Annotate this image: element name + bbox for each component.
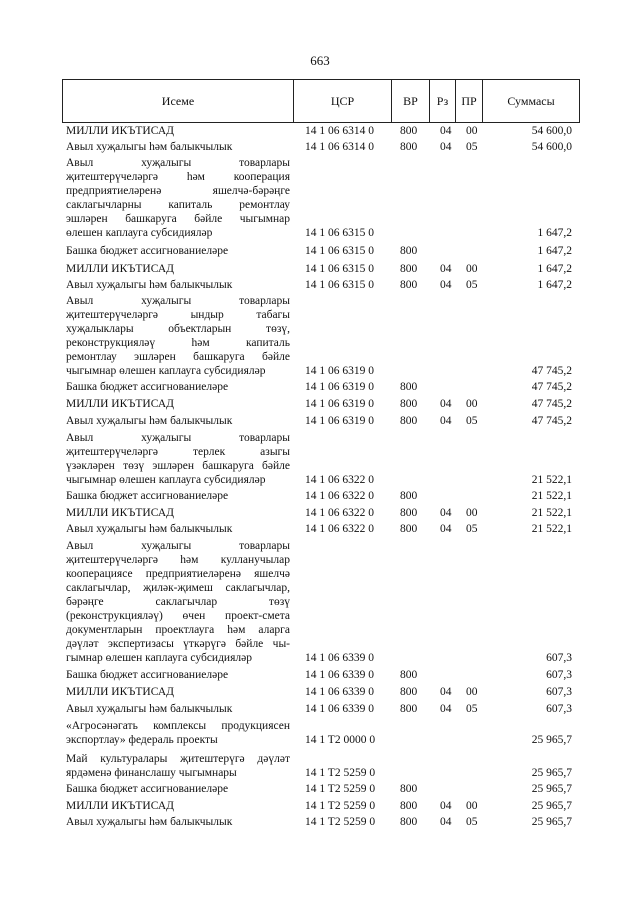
row-vr: 800 (400, 703, 418, 715)
row-csr: 14 1 06 6315 0 (305, 279, 374, 291)
row-csr: 14 1 06 6319 0 (305, 381, 374, 393)
row-rz: 04 (440, 523, 452, 535)
row-name-line: җитештерүчеләргә һәм кооперация (66, 171, 290, 183)
row-name-line: гымнар өлешен каплауга субсидияләр (66, 652, 252, 664)
row-sum: 1 647,2 (537, 227, 572, 239)
row-vr: 800 (400, 125, 418, 137)
row-name-line: җитештерүчеләргә ындыр табагы (66, 309, 290, 321)
row-sum: 47 745,2 (531, 381, 572, 393)
row-name (66, 815, 290, 829)
row-name-line: бәрәңге саклагычлар төзү (66, 596, 290, 608)
row-csr: 14 1 06 6315 0 (305, 245, 374, 257)
row-name-line: Башка бюджет ассигнованиеләре (66, 783, 229, 795)
row-name-line: МИЛЛИ ИКЪТИСАД (66, 507, 174, 519)
table-row (0, 685, 640, 699)
row-name (66, 380, 290, 394)
row-vr: 800 (400, 398, 418, 410)
row-csr: 14 1 06 6322 0 (305, 523, 374, 535)
row-vr: 800 (400, 381, 418, 393)
row-name-line: дәүләт экспертизасы үткәрүгә бәйле чы- (66, 638, 290, 650)
row-csr: 14 1 06 6319 0 (305, 415, 374, 427)
row-sum: 21 522,1 (531, 474, 572, 486)
row-name (66, 140, 290, 154)
row-name-line: эшләрен башкаруга бәйле чыгымнар (66, 213, 290, 225)
row-name (66, 156, 290, 240)
row-name (66, 294, 290, 378)
row-name-line: МИЛЛИ ИКЪТИСАД (66, 800, 174, 812)
row-vr: 800 (400, 263, 418, 275)
row-name (66, 719, 290, 747)
row-name-line: кооперациясе предприятиеләренә яшелчә (66, 568, 290, 580)
row-pr: 00 (466, 398, 478, 410)
table-row (0, 244, 640, 258)
row-name-line: Авыл хуҗалыгы һәм балыкчылык (66, 816, 233, 828)
row-rz: 04 (440, 800, 452, 812)
table-row (0, 489, 640, 503)
row-vr: 800 (400, 523, 418, 535)
row-name (66, 262, 290, 276)
row-sum: 47 745,2 (531, 398, 572, 410)
row-name-line: ярдәменә финанслашу чыгымнары (66, 767, 237, 779)
row-rz: 04 (440, 507, 452, 519)
row-name (66, 668, 290, 682)
row-sum: 25 965,7 (531, 734, 572, 746)
header-pr: ПР (456, 80, 483, 122)
row-rz: 04 (440, 816, 452, 828)
table-row (0, 539, 640, 665)
row-name-line: чыгымнар өлешен каплауга субсидияләр (66, 365, 266, 377)
row-sum: 25 965,7 (531, 767, 572, 779)
row-rz: 04 (440, 686, 452, 698)
row-csr: 14 1 06 6315 0 (305, 227, 374, 239)
row-pr: 05 (466, 141, 478, 153)
row-rz: 04 (440, 398, 452, 410)
row-csr: 14 1 T2 5259 0 (305, 816, 376, 828)
row-sum: 54 600,0 (531, 125, 572, 137)
row-name-line: Авыл хуҗалыгы товарлары (66, 540, 290, 552)
table-row (0, 414, 640, 428)
row-name-line: Башка бюджет ассигнованиеләре (66, 490, 229, 502)
row-name-line: Башка бюджет ассигнованиеләре (66, 245, 229, 257)
row-vr: 800 (400, 507, 418, 519)
row-sum: 47 745,2 (531, 415, 572, 427)
table-row (0, 506, 640, 520)
row-csr: 14 1 06 6315 0 (305, 263, 374, 275)
row-sum: 47 745,2 (531, 365, 572, 377)
row-name-line: җитештерүчеләргә терлек азыгы (66, 446, 290, 458)
row-pr: 05 (466, 703, 478, 715)
row-csr: 14 1 06 6314 0 (305, 141, 374, 153)
header-rz: Рз (430, 80, 456, 122)
row-csr: 14 1 06 6322 0 (305, 474, 374, 486)
row-rz: 04 (440, 415, 452, 427)
table-row (0, 140, 640, 154)
row-sum: 1 647,2 (537, 263, 572, 275)
row-pr: 00 (466, 507, 478, 519)
row-name-line: Авыл хуҗалыгы товарлары (66, 157, 290, 169)
table-row (0, 782, 640, 796)
row-csr: 14 1 06 6339 0 (305, 686, 374, 698)
row-csr: 14 1 06 6319 0 (305, 365, 374, 377)
table-row (0, 752, 640, 780)
row-pr: 05 (466, 415, 478, 427)
row-csr: 14 1 06 6322 0 (305, 490, 374, 502)
row-rz: 04 (440, 263, 452, 275)
row-name (66, 431, 290, 487)
row-vr: 800 (400, 490, 418, 502)
row-sum: 25 965,7 (531, 816, 572, 828)
row-csr: 14 1 06 6339 0 (305, 652, 374, 664)
row-csr: 14 1 06 6314 0 (305, 125, 374, 137)
row-vr: 800 (400, 800, 418, 812)
row-name-line: җитештерүчеләргә һәм кулланучылар (66, 554, 290, 566)
row-name-line: Май культуралары җитештерүгә дәүләт (66, 753, 290, 765)
row-sum: 25 965,7 (531, 783, 572, 795)
row-sum: 25 965,7 (531, 800, 572, 812)
table-header (62, 79, 580, 123)
row-name-line: Башка бюджет ассигнованиеләре (66, 381, 229, 393)
row-name-line: Авыл хуҗалыгы һәм балыкчылык (66, 415, 233, 427)
row-pr: 00 (466, 800, 478, 812)
row-name (66, 278, 290, 292)
row-pr: 00 (466, 263, 478, 275)
row-sum: 607,3 (546, 686, 572, 698)
row-name-line: Авыл хуҗалыгы һәм балыкчылык (66, 703, 233, 715)
row-name-line: экспортлау» федераль проекты (66, 734, 218, 746)
row-name (66, 752, 290, 780)
row-name (66, 506, 290, 520)
table-row (0, 278, 640, 292)
row-vr: 800 (400, 279, 418, 291)
row-name-line: Авыл хуҗалыгы һәм балыкчылык (66, 141, 233, 153)
row-csr: 14 1 06 6339 0 (305, 669, 374, 681)
page-number: 663 (310, 53, 330, 68)
row-sum: 21 522,1 (531, 490, 572, 502)
row-name-line: хуҗалыклары объектларын төзү, (66, 323, 290, 335)
row-sum: 21 522,1 (531, 523, 572, 535)
row-name-line: Авыл хуҗалыгы товарлары (66, 295, 290, 307)
table-row (0, 397, 640, 411)
row-csr: 14 1 T2 5259 0 (305, 767, 376, 779)
row-name (66, 397, 290, 411)
row-sum: 54 600,0 (531, 141, 572, 153)
row-name (66, 489, 290, 503)
row-pr: 00 (466, 125, 478, 137)
table-row (0, 702, 640, 716)
row-sum: 1 647,2 (537, 245, 572, 257)
row-name (66, 244, 290, 258)
table-row (0, 431, 640, 487)
row-name (66, 124, 290, 138)
row-csr: 14 1 06 6319 0 (305, 398, 374, 410)
row-name (66, 522, 290, 536)
row-rz: 04 (440, 279, 452, 291)
row-name (66, 539, 290, 665)
row-csr: 14 1 06 6339 0 (305, 703, 374, 715)
table-row (0, 262, 640, 276)
row-name-line: Башка бюджет ассигнованиеләре (66, 669, 229, 681)
table-row (0, 156, 640, 240)
table-row (0, 294, 640, 378)
row-name-line: ремонтлау эшләрен башкаруга бәйле (66, 351, 290, 363)
row-name (66, 685, 290, 699)
row-csr: 14 1 T2 5259 0 (305, 800, 376, 812)
row-sum: 1 647,2 (537, 279, 572, 291)
row-rz: 04 (440, 703, 452, 715)
row-name-line: Авыл хуҗалыгы һәм балыкчылык (66, 523, 233, 535)
row-name-line: МИЛЛИ ИКЪТИСАД (66, 263, 174, 275)
row-name (66, 702, 290, 716)
row-sum: 607,3 (546, 652, 572, 664)
row-name (66, 799, 290, 813)
row-vr: 800 (400, 686, 418, 698)
row-name-line: МИЛЛИ ИКЪТИСАД (66, 125, 174, 137)
row-name-line: документларын проектлауга һәм аларга (66, 624, 290, 636)
table-row (0, 380, 640, 394)
header-sum: Суммасы (507, 94, 555, 108)
row-pr: 05 (466, 816, 478, 828)
row-csr: 14 1 T2 5259 0 (305, 783, 376, 795)
row-name-line: (реконструкцияләү) өчен проект-смета (66, 610, 290, 622)
row-pr: 05 (466, 523, 478, 535)
row-name-line: МИЛЛИ ИКЪТИСАД (66, 398, 174, 410)
row-name-line: саклагычлар, җиләк-җимеш саклагычлар, (66, 582, 290, 594)
row-name-line: МИЛЛИ ИКЪТИСАД (66, 686, 174, 698)
table-row (0, 719, 640, 747)
row-rz: 04 (440, 125, 452, 137)
row-pr: 05 (466, 279, 478, 291)
row-name (66, 782, 290, 796)
row-name-line: Авыл хуҗалыгы товарлары (66, 432, 290, 444)
row-name (66, 414, 290, 428)
table-row (0, 799, 640, 813)
row-vr: 800 (400, 415, 418, 427)
table-row (0, 522, 640, 536)
row-name-line: чыгымнар өлешен каплауга субсидияләр (66, 474, 266, 486)
row-sum: 607,3 (546, 703, 572, 715)
row-csr: 14 1 06 6322 0 (305, 507, 374, 519)
row-csr: 14 1 T2 0000 0 (305, 734, 376, 746)
row-name-line: реконструкцияләү һәм капиталь (66, 337, 290, 349)
row-rz: 04 (440, 141, 452, 153)
row-vr: 800 (400, 816, 418, 828)
row-name-line: үзәкләрен төзү эшләрен башкаруга бәйле (66, 460, 290, 472)
row-name-line: предприятиеләренә яшелчә-бәрәңге (66, 185, 290, 197)
row-sum: 21 522,1 (531, 507, 572, 519)
row-name-line: өлешен каплауга субсидияләр (66, 227, 213, 239)
table-row (0, 815, 640, 829)
row-vr: 800 (400, 669, 418, 681)
row-pr: 00 (466, 686, 478, 698)
row-name-line: саклагычларны капиталь ремонтлау (66, 199, 290, 211)
header-vr: ВР (392, 80, 430, 122)
header-name: Исеме (63, 80, 294, 122)
header-csr: ЦСР (294, 80, 392, 122)
row-vr: 800 (400, 141, 418, 153)
row-vr: 800 (400, 245, 418, 257)
table-row (0, 668, 640, 682)
row-name-line: Авыл хуҗалыгы һәм балыкчылык (66, 279, 233, 291)
table-row (0, 124, 640, 138)
row-vr: 800 (400, 783, 418, 795)
row-name-line: «Агросәнәгать комплексы продукциясен (66, 720, 290, 732)
row-sum: 607,3 (546, 669, 572, 681)
